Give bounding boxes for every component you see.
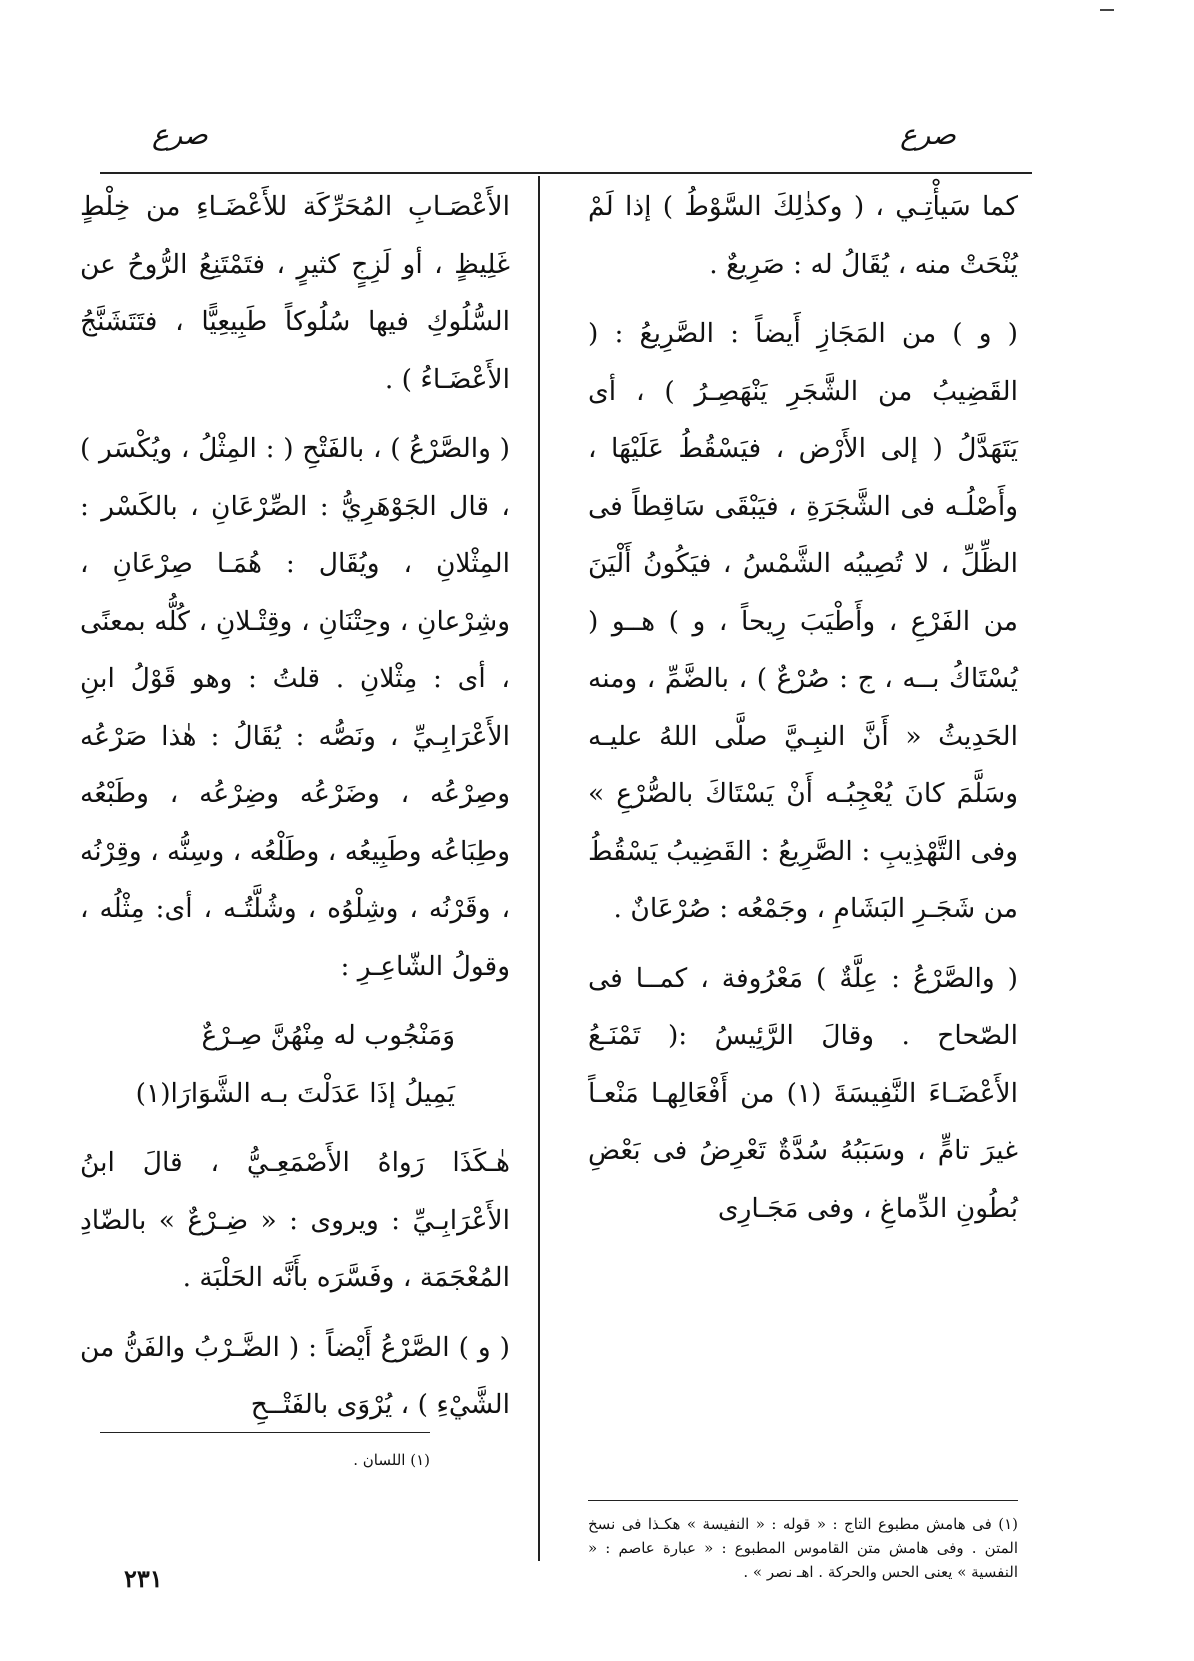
- corner-mark: [1100, 9, 1114, 11]
- poetry-verse: [80, 1007, 510, 1122]
- column-divider: [538, 176, 540, 1561]
- verse-line: يَمِيلُ إذَا عَدَلْتَ بـه الشَّوَارَا(١): [135, 1077, 455, 1109]
- footnote-right: (١) فى هامش مطبوع التاج : « قوله : « النفيسة » هكـذا فى نسخ المتن . وفى هامش متن القاموس المطبوع : « عبارة عاصم : « النفسية » يعنى الحس والحركة . اهـ نصر » .: [588, 1515, 1018, 1581]
- header-rule: [100, 172, 1032, 174]
- verse-line: وَمَنْجُوب له مِنْهُنَّ صِـرْعٌ: [201, 1020, 455, 1051]
- footnote-rule-left: [100, 1432, 430, 1433]
- paragraph: ( والصَّرْعُ ) ، بالفَتْحِ ( : المِثْلُ ، ويُكْسَر ) ، قال الجَوْهَرِيُّ : الصِّرْعَانِ ، بالكَسْر : المِثْلانِ ، ويُقَال : هُمَـا صِرْعَانِ ، وشِرْعانِ ، وحِتْنَانِ ، وقِتْـلانِ ، كُلُّه بمعنًى ، أى : مِثْلانِ . قلتُ : وهو قَوْلُ ابنِ الأَعْرَابِـيِّ ، ونَصُّه : يُقَالُ : هٰذا صَرْعُه وصِرْعُه ، وضَرْعُه وضِرْعُه ، وطَبْعُه وطِبَاعُه وطَبِيعُه ، وطَلْعُه ، وسِنُّه ، وقِرْنُه ، وقَرْنُه ، وشِلْوُه ، وشُلَّتُـه ، أى: مِثْلُه ، وقولُ الشّاعِـرِ :: [79, 433, 510, 982]
- footnote-left: (١) اللسان .: [353, 1451, 430, 1469]
- paragraph: ( و ) الصَّرْعُ أَيْضاً : ( الضَّـرْبُ والفَنُّ من الشَّيْءِ ) ، يُرْوَى بالفَتْــحِ: [80, 1331, 510, 1420]
- footnote-rule-right: [588, 1500, 1018, 1501]
- running-head-left: صرع: [152, 118, 208, 151]
- paragraph: هٰـكَذَا رَواهُ الأَصْمَعِـيُّ ، قالَ ابنُ الأَعْرَابِـيِّ : ويروى : « ضِـرْعٌ » بالضّادِ المُعْجَمَة ، وفَسَّرَه بأَنَّه الحَلْبَة .: [80, 1147, 510, 1293]
- paragraph: كما سَيأْتِـي ، ( وكذٰلِكَ السَّوْطُ ) إذا لَمْ يُنْحَتْ منه ، يُقَالُ له : صَرِيعٌ .: [588, 191, 1018, 280]
- paragraph: الأَعْصَـابِ المُحَرِّكَة للأَعْضَـاءِ من خِلْطٍ غَلِيظٍ ، أو لَزِجٍ كثيرٍ ، فتَمْتَنِعُ الرُّوحُ عن السُّلُوكِ فيها سُلُوكاً طَبِيعِيًّا ، فتَتَشَنَّجُ الأَعْضَـاءُ ) .: [80, 191, 510, 395]
- right-column: [588, 178, 1018, 1249]
- page-number: ٢٣١: [124, 1564, 163, 1593]
- paragraph: ( والصَّرْعُ : عِلَّةٌ ) مَعْرُوفة ، كمــا فى الصّحاح . وقالَ الرَّئِيسُ :( تَمْنَـعُ الأَعْضَـاءَ النَّفِيسَةَ (١) من أَفْعَالِهـا مَنْعـاً غيرَ تامٍّ ، وسَبَبُهُ سُدَّةٌ تَعْرِضُ فى بَعْضِ بُطُونِ الدِّماغِ ، وفى مَجَـارِى: [588, 962, 1018, 1224]
- running-head-right: صرع: [900, 118, 956, 151]
- paragraph: ( و ) من المَجَازِ أَيضاً : الصَّرِيعُ : ( القَضِيبُ من الشَّجَرِ يَنْهَصِـرُ ) ، أى يَتَهَدَّلُ ( إلى الأَرْض ، فيَسْقُطُ عَلَيْهَا ، وأَصْلُـه فى الشَّجَرَةِ ، فيَبْقَى سَاقِطاً فى الظِّلِّ ، لا تُصِيبُه الشَّمْسُ ، فيَكُونُ أَلْيَنَ من الفَرْعِ ، وأَطْيَبَ رِيحاً ، و ) هــو ( يُسْتَاكُ بــه ، ج : صُرْعٌ ) ، بالضَّمِّ ، ومنه الحَدِيثُ « أَنَّ النبِـيَّ صلَّى اللهُ عليـه وسَلَّمَ كانَ يُعْجِبُـه أَنْ يَسْتَاكَ بالصُّرْعِ » وفى التَّهْذِيبِ : الصَّرِيعُ : القَضِيبُ يَسْقُطُ من شَجَـرِ البَشَامِ ، وجَمْعُه : صُرْعَانٌ .: [588, 318, 1018, 924]
- left-column: [80, 178, 510, 1446]
